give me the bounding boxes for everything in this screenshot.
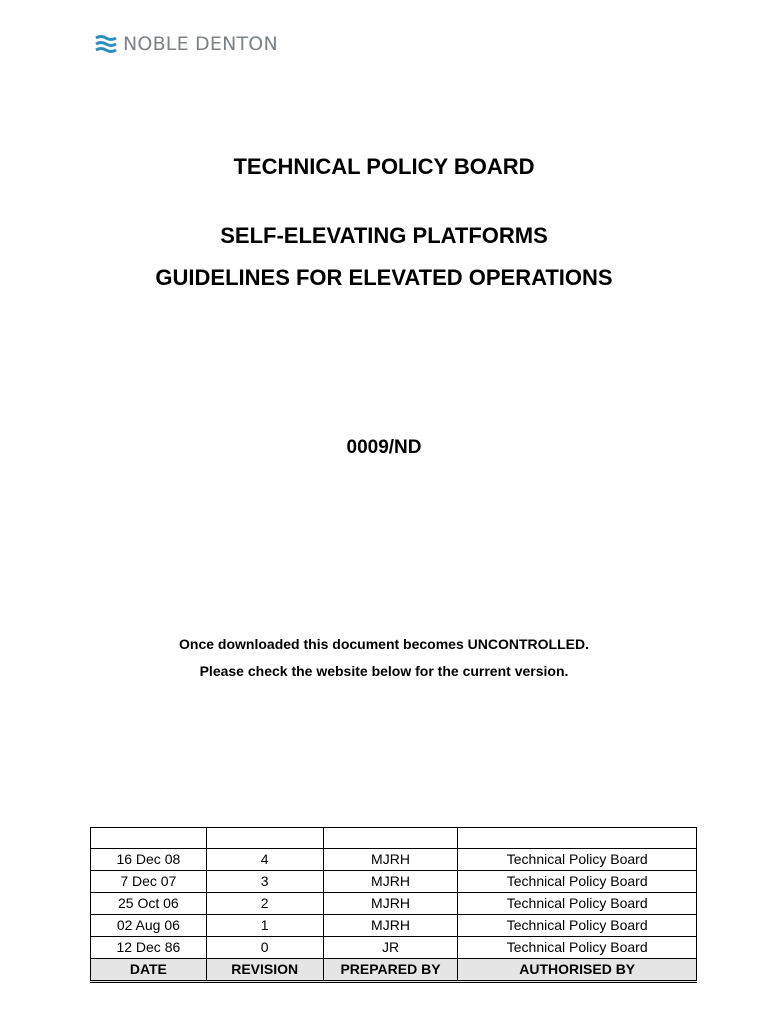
revision-cell: 2: [206, 893, 323, 915]
waves-icon: [95, 35, 117, 53]
document-title-line2: GUIDELINES FOR ELEVATED OPERATIONS: [155, 265, 613, 290]
authorised-by-cell: Technical Policy Board: [458, 849, 697, 871]
revision-cell: 1: [206, 915, 323, 937]
table-cell: [206, 828, 323, 849]
prepared-by-cell: MJRH: [323, 849, 458, 871]
header-revision: REVISION: [206, 959, 323, 982]
table-row: [91, 893, 697, 915]
table-cell: [323, 828, 458, 849]
uncontrolled-notice: Once downloaded this document becomes UNCONTROLLED.: [179, 636, 589, 652]
header-date: DATE: [91, 959, 207, 982]
table-row: [91, 871, 697, 893]
table-row: [91, 915, 697, 937]
table-header-row: [91, 959, 697, 982]
table-cell: [458, 828, 697, 849]
revision-cell: 0: [206, 937, 323, 959]
authorised-by-cell: Technical Policy Board: [458, 937, 697, 959]
revision-cell: 3: [206, 871, 323, 893]
board-heading: TECHNICAL POLICY BOARD: [233, 154, 535, 179]
table-row: [91, 937, 697, 959]
date-cell: 25 Oct 06: [91, 893, 207, 915]
date-cell: 02 Aug 06: [91, 915, 207, 937]
revision-cell: 4: [206, 849, 323, 871]
authorised-by-cell: Technical Policy Board: [458, 915, 697, 937]
authorised-by-cell: Technical Policy Board: [458, 893, 697, 915]
prepared-by-cell: MJRH: [323, 915, 458, 937]
prepared-by-cell: MJRH: [323, 871, 458, 893]
noble-denton-logo: [95, 33, 278, 55]
document-code: 0009/ND: [346, 437, 422, 458]
authorised-by-cell: Technical Policy Board: [458, 871, 697, 893]
document-title-line1: SELF-ELEVATING PLATFORMS: [220, 223, 548, 248]
prepared-by-cell: MJRH: [323, 893, 458, 915]
logo-text: NOBLE DENTON: [123, 33, 278, 55]
prepared-by-cell: JR: [323, 937, 458, 959]
date-cell: 7 Dec 07: [91, 871, 207, 893]
revision-table: [90, 827, 697, 983]
header-prepared-by: PREPARED BY: [323, 959, 458, 982]
header-authorised-by: AUTHORISED BY: [458, 959, 697, 982]
website-notice: Please check the website below for the current version.: [199, 663, 569, 679]
table-cell: [91, 828, 207, 849]
date-cell: 16 Dec 08: [91, 849, 207, 871]
table-row-blank: [91, 828, 697, 849]
date-cell: 12 Dec 86: [91, 937, 207, 959]
table-row: [91, 849, 697, 871]
